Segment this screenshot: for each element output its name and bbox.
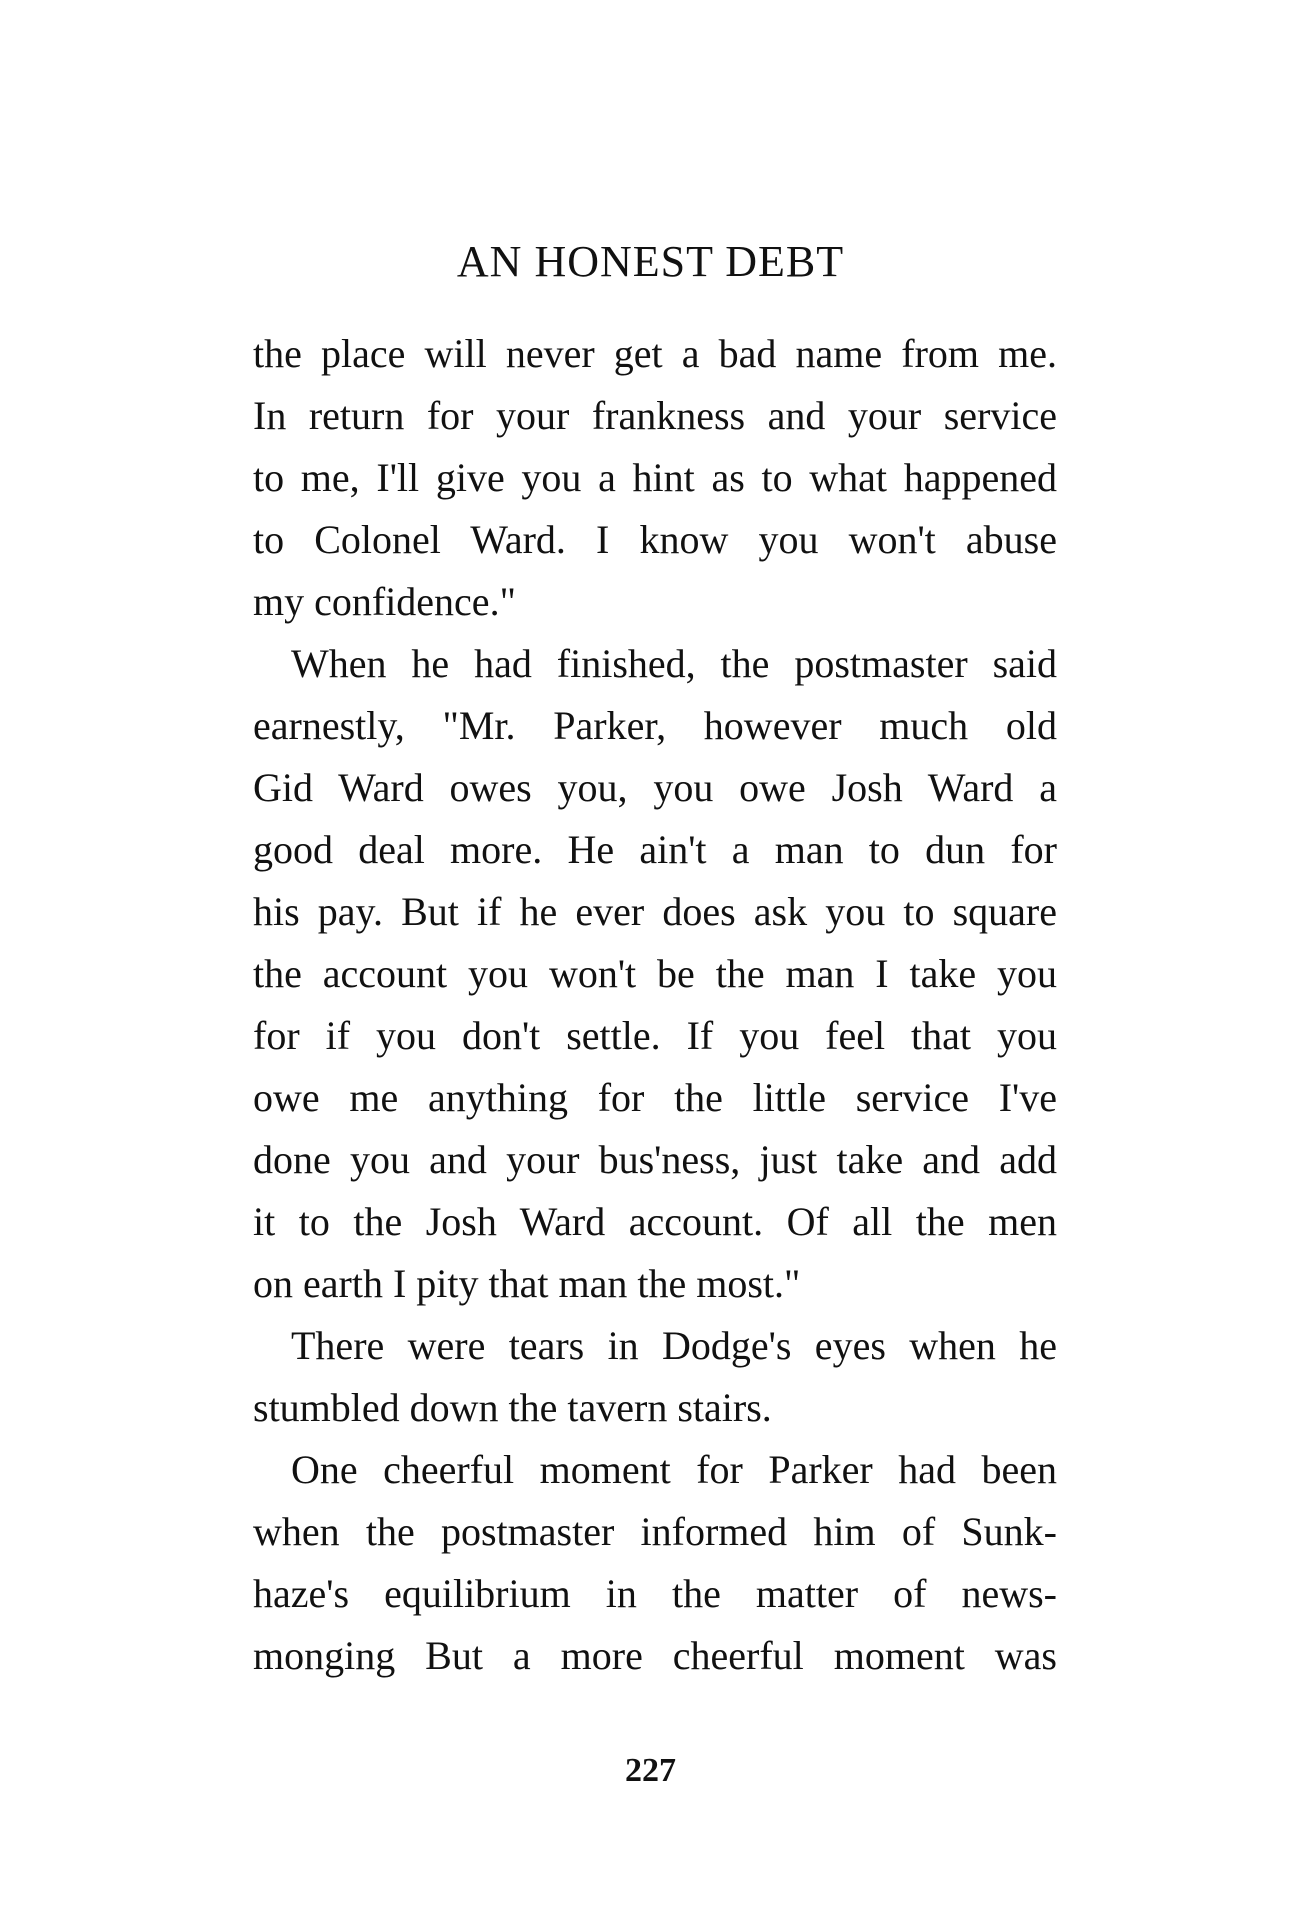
text-line: his pay. But if he ever does ask you to square [253, 889, 1057, 934]
text-line: There were tears in Dodge's eyes when he [291, 1323, 1057, 1368]
text-line: When he had finished, the postmaster said [291, 641, 1057, 686]
text-line: haze's equilibrium in the matter of news- [253, 1571, 1057, 1616]
running-head: AN HONEST DEBT [456, 237, 845, 286]
text-line: the account you won't be the man I take you [253, 951, 1057, 996]
text-line: monging But a more cheerful moment was [253, 1633, 1057, 1678]
text-line: on earth I pity that man the most." [253, 1261, 801, 1306]
text-line: Gid Ward owes you, you owe Josh Ward a [253, 765, 1057, 810]
page-number: 227 [625, 1752, 676, 1789]
text-line: my confidence." [253, 579, 516, 624]
text-line: to me, I'll give you a hint as to what happened [253, 455, 1057, 500]
text-line: earnestly, "Mr. Parker, however much old [253, 703, 1057, 748]
text-line: In return for your frankness and your service [253, 393, 1057, 438]
body-text [253, 323, 1057, 1687]
text-line: owe me anything for the little service I've [253, 1075, 1057, 1120]
text-line: it to the Josh Ward account. Of all the men [253, 1199, 1057, 1244]
text-line: stumbled down the tavern stairs. [253, 1385, 772, 1430]
text-line: the place will never get a bad name from me. [253, 331, 1057, 376]
text-line: for if you don't settle. If you feel that you [253, 1013, 1057, 1058]
text-line: One cheerful moment for Parker had been [291, 1447, 1057, 1492]
text-line: when the postmaster informed him of Sunk- [253, 1509, 1057, 1554]
text-line: good deal more. He ain't a man to dun for [253, 827, 1057, 872]
text-line: to Colonel Ward. I know you won't abuse [253, 517, 1057, 562]
text-line: done you and your bus'ness, just take and add [253, 1137, 1057, 1182]
